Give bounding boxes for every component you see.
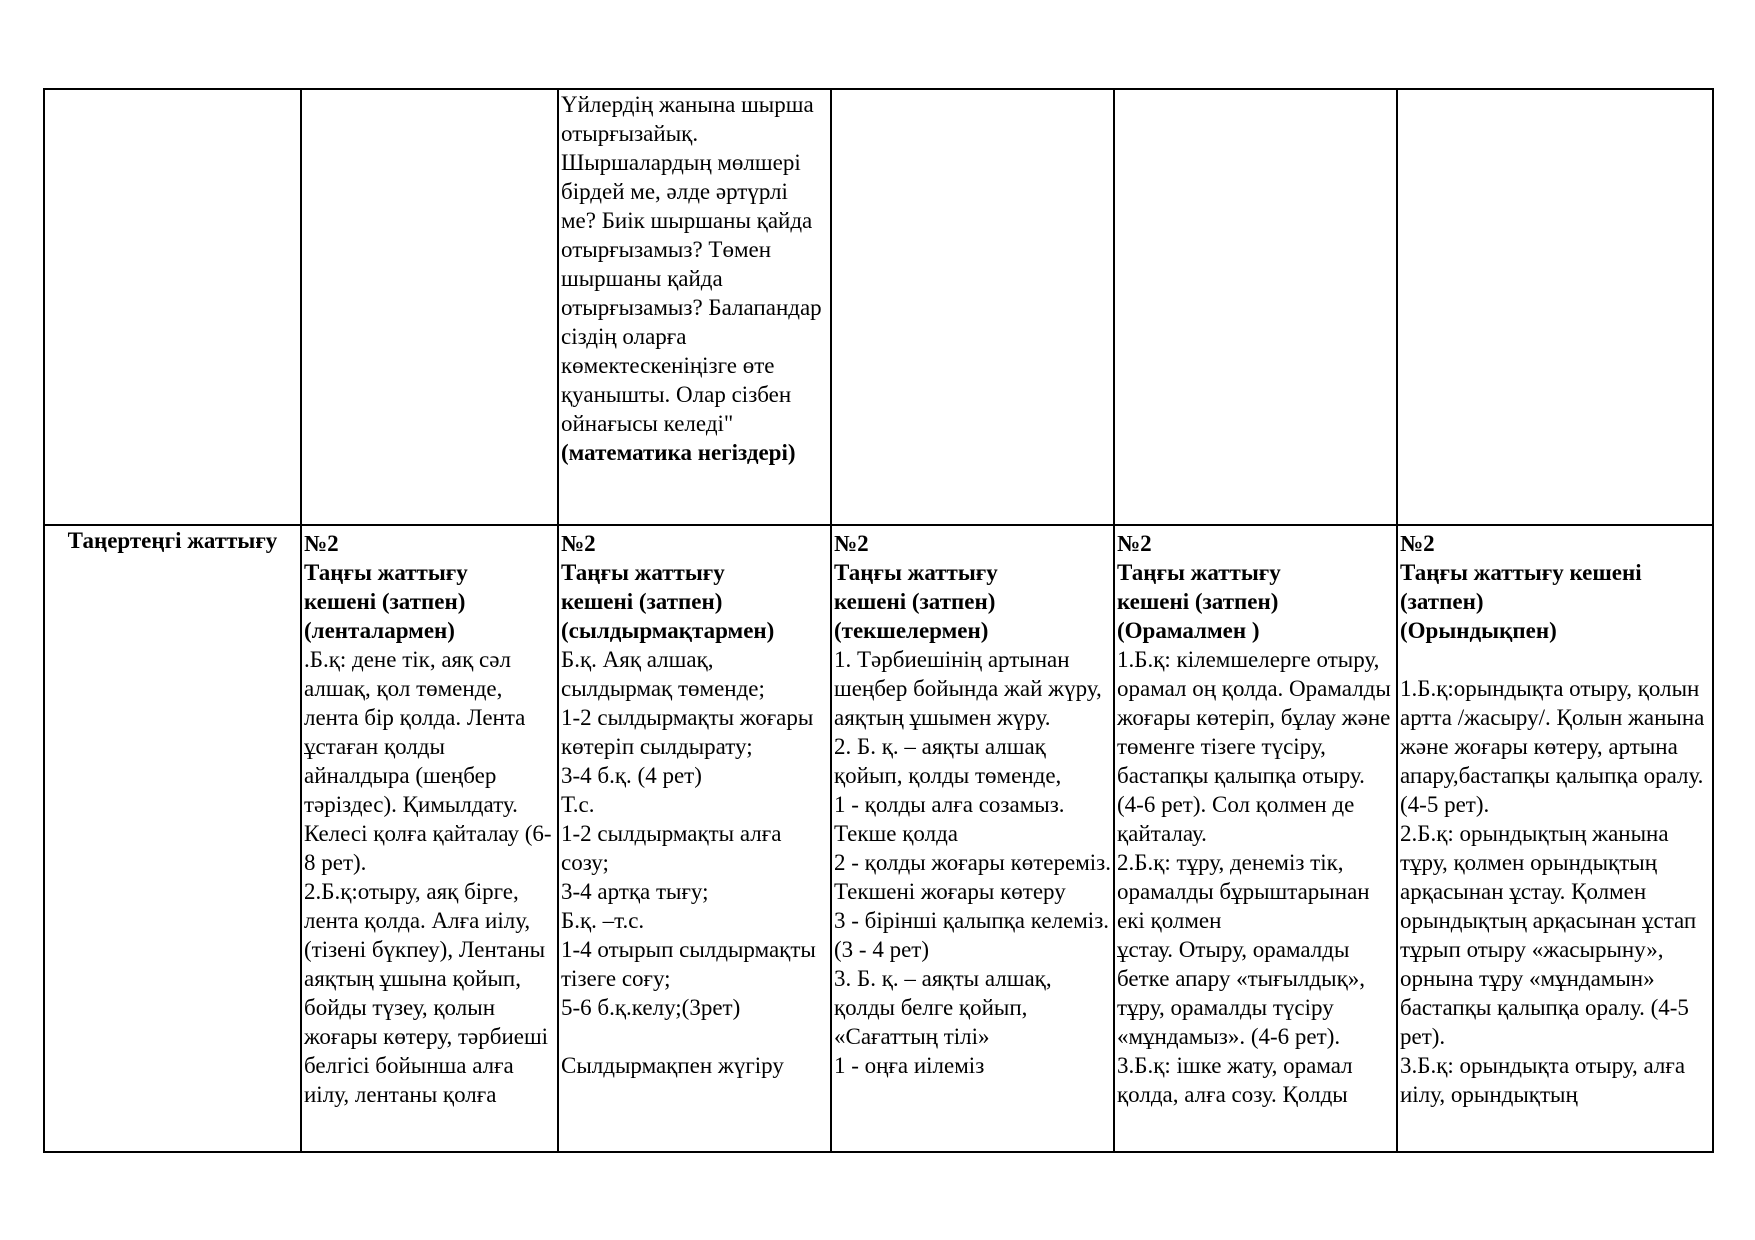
- exercise-body: 1.Б.қ: кілемшелерге отыру, орамал оң қолда. Орамалды жоғары көтеріп, бұлау және төменге тізеге түсіру, бастапқы қалыпқа отыру. (4-6 рет). Сол қолмен де қайталау. 2.Б.қ: тұру, денеміз тік, орамалды бұрыштарынан екі қолмен ұстау. Отыру, орамалды бетке апару «тығылдық», тұру, орамалды түсіру «мұндамыз». (4-6 рет). 3.Б.қ: ішке жату, орамал қолда, алға созу. Қолды: [1117, 647, 1391, 1107]
- exercise-header: №2 Таңғы жаттығу кешені (затпен) (Орамалмен ): [1117, 531, 1281, 643]
- table-row: [44, 89, 1713, 525]
- exercise-header: №2 Таңғы жаттығу кешені (затпен) (текшелермен): [834, 531, 998, 643]
- exercise-cell-5: [1397, 525, 1713, 1152]
- exercise-body: .Б.қ: дене тік, аяқ сәл алшақ, қол төменде, лента бір қолда. Лента ұстаған қолды айналдыра (шеңбер тәріздес). Қимылдату. Келесі қолға қайталау (6-8 рет). 2.Б.қ:отыру, аяқ бірге, лента қолда. Алға иілу, (тізені бүкпеу), Лентаны аяқтың ұшына қойып, бойды түзеу, қолын жоғары көтеру, тәрбиеші белгісі бойынша алға иілу, лентаны қолға: [304, 647, 552, 1107]
- table-cell-empty: [1397, 89, 1713, 525]
- exercise-header: №2 Таңғы жаттығу кешені (затпен) (сылдырмақтармен): [561, 531, 775, 643]
- activity-text: Үйлердің жанына шырша отырғызайық. Шыршалардың мөлшері бірдей ме, әлде әртүрлі ме? Биік шыршаны қайда отырғызамыз? Төмен шыршаны қайда отырғызамыз? Балапандар сіздің оларға көмектескеніңізге өте қуанышты. Олар сізбен ойнағысы келеді": [561, 92, 822, 436]
- exercise-cell-1: [301, 525, 558, 1152]
- table-cell-empty: [1114, 89, 1397, 525]
- exercise-header: №2 Таңғы жаттығу кешені (затпен) (ленталармен): [304, 531, 468, 643]
- table-cell-empty: [44, 89, 301, 525]
- plan-table: [43, 88, 1714, 1153]
- exercise-body: 1. Тәрбиешінің артынан шеңбер бойында жай жүру, аяқтың ұшымен жүру. 2. Б. қ. – аяқты алшақ қойып, қолды төменде, 1 - қолды алға созамыз. Текше қолда 2 - қолды жоғары көтереміз. Текшені жоғары көтеру 3 - бірінші қалыпқа келеміз. (3 - 4 рет) 3. Б. қ. – аяқты алшақ, қолды белге қойып, «Сағаттың тілі» 1 - оңға иілеміз: [834, 647, 1111, 1078]
- exercise-cell-2: [558, 525, 831, 1152]
- exercise-header: №2 Таңғы жаттығу кешені (затпен) (Орындықпен): [1400, 531, 1642, 643]
- exercise-body: Б.қ. Аяқ алшақ, сылдырмақ төменде; 1-2 сылдырмақты жоғары көтеріп сылдырату; 3-4 б.қ. (4 рет) Т.с. 1-2 сылдырмақты алға созу; 3-4 артқа тығу; Б.қ. –т.с. 1-4 отырып сылдырмақты тізеге соғу; 5-6 б.қ.келу;(3рет) Сылдырмақпен жүгіру: [561, 647, 816, 1078]
- exercise-body: 1.Б.қ:орындықта отыру, қолын артта /жасыру/. Қолын жанына және жоғары көтеру, артына апару,бастапқы қалыпқа оралу. (4-5 рет). 2.Б.қ: орындықтың жанына тұру, қолмен орындықтың арқасынан ұстау. Қолмен орындықтың арқасынан ұстап тұрып отыру «жасырыну», орнына тұру «мұндамын» бастапқы қалыпқа оралу. (4-5 рет). 3.Б.қ: орындықта отыру, алға иілу, орындықтың: [1400, 676, 1705, 1107]
- row-label-morning-exercise: Таңертеңгі жаттығу: [44, 525, 301, 1152]
- table-cell-empty: [301, 89, 558, 525]
- table-cell-empty: [831, 89, 1114, 525]
- table-row: [44, 525, 1713, 1152]
- activity-subject: (математика негіздері): [561, 440, 796, 465]
- exercise-cell-4: [1114, 525, 1397, 1152]
- table-cell-math-activity: [558, 89, 831, 525]
- exercise-cell-3: [831, 525, 1114, 1152]
